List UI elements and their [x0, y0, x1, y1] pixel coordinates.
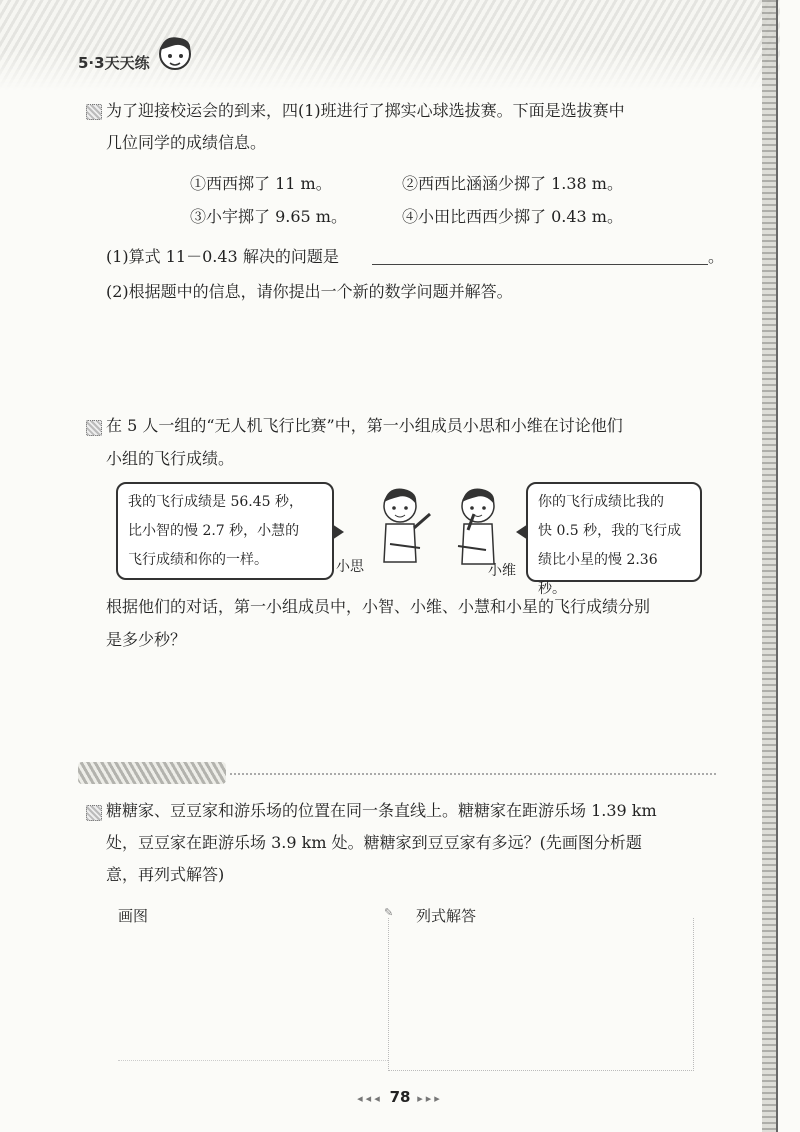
q1-info-1: ①西西掷了 11 m。: [190, 174, 332, 193]
page-decoration-right: ▸▸▸: [410, 1092, 443, 1105]
q1-info-4: ④小田比西西少掷了 0.43 m。: [402, 207, 623, 226]
page-edge-texture: [762, 0, 776, 1132]
bubble-right-line1: 你的飞行成绩比我的: [538, 494, 664, 510]
q3-line1: 糖糖家、豆豆家和游乐场的位置在同一条直线上。糖糖家在距游乐场 1.39 km: [106, 801, 657, 820]
section-banner: [78, 762, 226, 784]
q2-question-line1: 根据他们的对话，第一小组成员中，小智、小维、小慧和小星的飞行成绩分别: [106, 597, 651, 616]
page-number: 78: [389, 1088, 411, 1106]
q2-question-line2: 是多少秒？: [106, 630, 187, 649]
speech-bubble-left: [116, 482, 334, 580]
label-solve: 列式解答: [416, 907, 477, 925]
q1-intro-line1: 为了迎接校运会的到来，四(1)班进行了掷实心球选拔赛。下面是选拔赛中: [106, 101, 625, 120]
mascot-icon: [150, 30, 200, 80]
name-xiaosi: 小思: [336, 559, 364, 575]
question-icon: [86, 104, 102, 120]
name-xiaowei: 小维: [488, 563, 516, 579]
speech-bubble-right: [526, 482, 702, 597]
bubble-left-line1: 我的飞行成绩是 56.45 秒，: [128, 494, 303, 510]
header-band: [0, 0, 780, 90]
q1-sub1-end: 。: [708, 247, 725, 266]
page-edge-line: [776, 0, 778, 1132]
pencil-icon: ✎: [384, 906, 394, 919]
bubble-right-line2: 快 0.5 秒，我的飞行成: [538, 523, 682, 539]
bubble-left-line2: 比小智的慢 2.7 秒，小慧的: [128, 523, 300, 539]
label-draw: 画图: [118, 907, 149, 925]
page-decoration-left: ◂◂◂: [357, 1092, 390, 1105]
answer-blank-line[interactable]: [372, 264, 708, 265]
q2-intro-line1: 在 5 人一组的“无人机飞行比赛”中，第一小组成员小思和小维在讨论他们: [106, 416, 623, 435]
section-divider: [230, 773, 716, 775]
q3-line3: 意，再列式解答): [106, 865, 225, 884]
q3-line2: 处，豆豆家在距游乐场 3.9 km 处。糖糖家到豆豆家有多远？(先画图分析题: [106, 833, 642, 852]
bubble-left-line3: 飞行成绩和你的一样。: [128, 552, 268, 568]
q2-intro-line2: 小组的飞行成绩。: [106, 449, 235, 468]
question-icon: [86, 420, 102, 436]
q1-sub2: (2)根据题中的信息，请你提出一个新的数学问题并解答。: [106, 282, 513, 301]
q1-sub1: (1)算式 11－0.43 解决的问题是: [106, 247, 339, 266]
boy-xiaosi-illustration: [360, 484, 438, 574]
page-number-row: [0, 1088, 800, 1106]
q1-intro-line2: 几位同学的成绩信息。: [106, 133, 267, 152]
solution-area[interactable]: [388, 918, 694, 1071]
q1-info-2: ②西西比涵涵少掷了 1.38 m。: [402, 174, 623, 193]
question-icon: [86, 805, 102, 821]
logo-text: 5·3天天练: [78, 54, 150, 72]
q1-info-3: ③小宇掷了 9.65 m。: [190, 207, 347, 226]
bubble-right-line3: 绩比小星的慢 2.36 秒。: [538, 552, 658, 597]
drawing-area[interactable]: [118, 1060, 388, 1061]
